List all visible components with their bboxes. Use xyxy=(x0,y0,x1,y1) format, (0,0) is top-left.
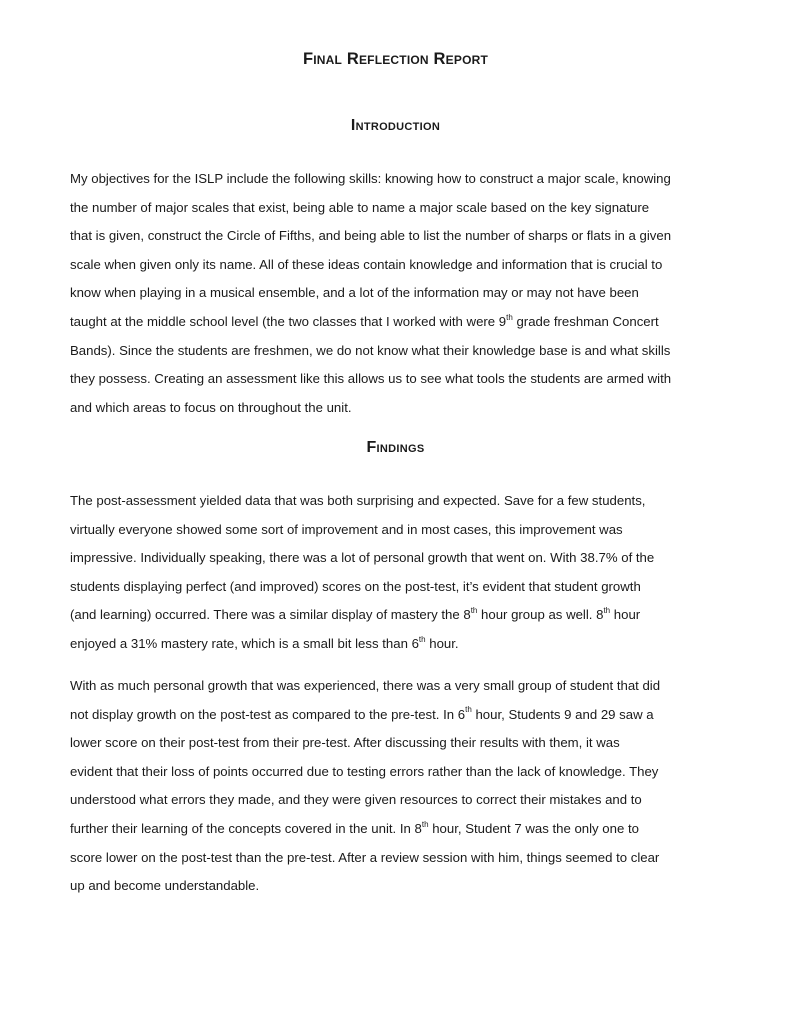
text-run: My objectives for the ISLP include the following skills: knowing how to construct a major scale, knowing xyxy=(70,171,671,186)
text-run: hour, Students 9 and 29 saw a xyxy=(471,706,654,722)
text-run: hour group as well. 8 xyxy=(477,607,604,623)
ordinal-suffix: th xyxy=(418,634,426,644)
text-line xyxy=(70,516,722,545)
text-run: virtually everyone showed some sort of improvement and in most cases, this improvement was xyxy=(70,521,623,537)
text-line xyxy=(70,337,722,366)
text-run: enjoyed a 31% mastery rate, which is a small bit less than 6 xyxy=(70,635,419,651)
text-run: evident that their loss of points occurred due to testing errors rather than the lack of knowledge. They xyxy=(70,763,659,779)
section-heading-findings: Findings xyxy=(366,439,425,456)
section-heading-introduction: Introduction xyxy=(350,117,441,134)
page-title: Final Reflection Report xyxy=(302,50,488,68)
text-line xyxy=(70,729,722,758)
text-line xyxy=(70,251,722,280)
ordinal-suffix: th xyxy=(506,312,513,322)
text-line xyxy=(70,872,722,901)
text-line xyxy=(70,844,722,873)
text-run: the number of major scales that exist, being able to name a major scale based on the key signature xyxy=(70,199,650,215)
ordinal-suffix: th xyxy=(603,605,611,615)
text-run: score lower on the post-test than the pre-test. After a review session with him, things seemed to clear xyxy=(70,849,660,865)
text-run: grade freshman Concert xyxy=(512,313,659,329)
text-line xyxy=(70,815,722,844)
text-run: scale when given only its name. All of these ideas contain knowledge and information that is crucial to xyxy=(70,256,663,272)
text-run: they possess. Creating an assessment like this allows us to see what tools the students are armed with xyxy=(70,371,672,387)
text-run: students displaying perfect (and improved) scores on the post-test, it’s evident that student growth xyxy=(70,578,641,594)
text-run: that is given, construct the Circle of Fifths, and being able to list the number of sharps or flats in a given xyxy=(70,228,672,244)
text-line xyxy=(70,786,722,815)
text-line xyxy=(70,758,722,787)
text-run: understood what errors they made, and they were given resources to correct their mistakes and to xyxy=(70,792,642,808)
text-run: (and learning) occurred. There was a similar display of mastery the 8 xyxy=(70,607,471,623)
text-run: impressive. Individually speaking, there was a lot of personal growth that went on. With 38.7% of the xyxy=(70,550,655,566)
paragraph xyxy=(70,672,722,901)
ordinal-suffix: th xyxy=(470,605,478,615)
text-line xyxy=(70,630,722,659)
paragraph xyxy=(70,165,722,422)
text-run: The post-assessment yielded data that was both surprising and expected. Save for a few students, xyxy=(70,493,646,508)
ordinal-suffix: th xyxy=(421,819,429,829)
text-line xyxy=(70,279,722,308)
text-run: and which areas to focus on throughout the unit. xyxy=(70,399,352,415)
text-run: hour. xyxy=(425,635,459,651)
text-line xyxy=(70,544,722,573)
text-line xyxy=(70,573,722,602)
text-run: lower score on their post-test from their pre-test. After discussing their results with them, it was xyxy=(70,735,620,751)
text-run: hour, Student 7 was the only one to xyxy=(428,820,639,836)
text-run: not display growth on the post-test as compared to the pre-test. In 6 xyxy=(70,706,466,722)
text-line xyxy=(70,194,722,223)
text-line xyxy=(70,165,722,194)
text-run: hour xyxy=(610,607,641,623)
text-run: With as much personal growth that was experienced, there was a very small group of student that did xyxy=(70,678,661,693)
text-run: know when playing in a musical ensemble, and a lot of the information may or may not have been xyxy=(70,285,639,301)
text-run: Bands). Since the students are freshmen, we do not know what their knowledge base is and what skills xyxy=(70,342,671,358)
text-run: further their learning of the concepts covered in the unit. In 8 xyxy=(70,820,422,836)
text-line xyxy=(70,222,722,251)
text-line xyxy=(70,701,722,730)
text-run: up and become understandable. xyxy=(70,878,260,894)
text-line xyxy=(70,365,722,394)
paragraph xyxy=(70,487,722,659)
text-line xyxy=(70,672,722,701)
text-line xyxy=(70,308,722,337)
text-run: taught at the middle school level (the two classes that I worked with were 9 xyxy=(70,313,507,329)
text-line xyxy=(70,487,722,516)
ordinal-suffix: th xyxy=(465,705,472,715)
text-line xyxy=(70,601,722,630)
text-line xyxy=(70,394,722,423)
